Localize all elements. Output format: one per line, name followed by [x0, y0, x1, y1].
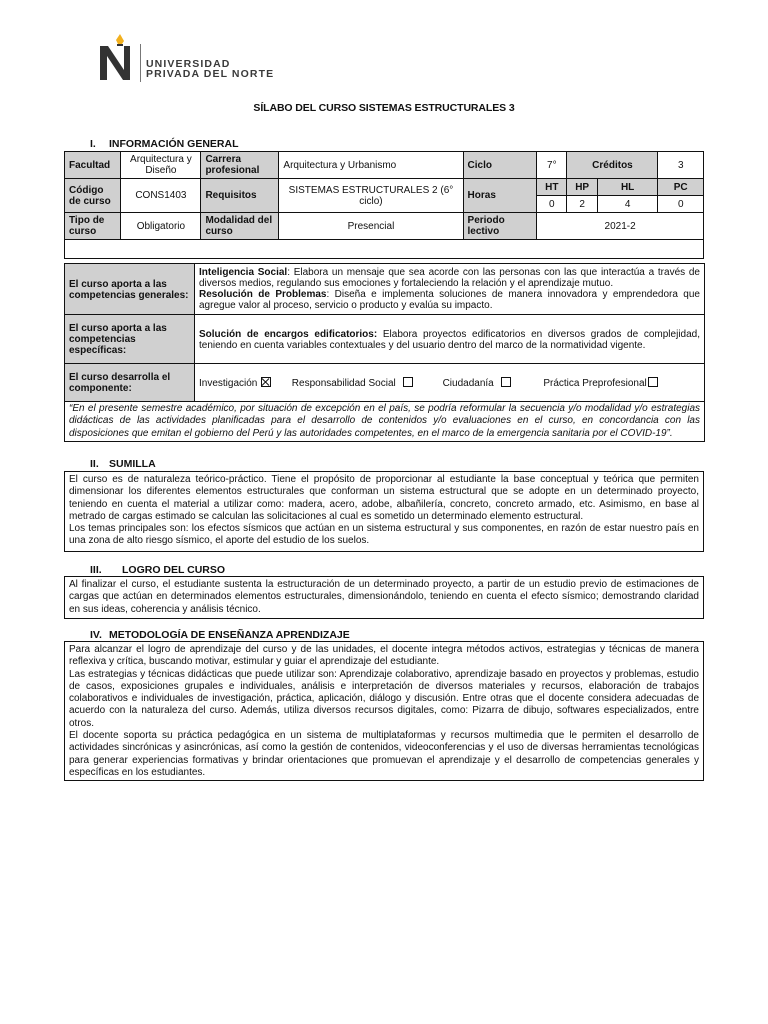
modalidad-label: Modalidad del curso [201, 213, 279, 240]
checkbox-investigacion-checked[interactable] [261, 377, 271, 387]
comp-general-1-title: Inteligencia Social [199, 267, 288, 278]
logo-divider [140, 44, 141, 82]
covid-note: “En el presente semestre académico, por situación de excepción en el país, se podría reformular la secuencia y/o modalidad y/o estrategias didácticas de las actividades planificadas para el desarrollo de contenidos y/o evaluaciones en el curso, en concordancia con las disposiciones que emitan el gobierno del Perú y las autoridades competentes, en el marco de la emergencia sanitaria por el COVID-19”. [65, 402, 705, 442]
ht-label: HT [537, 179, 567, 196]
upn-logo-icon [96, 32, 140, 84]
section-2-title: SUMILLA [109, 458, 156, 470]
codigo-value: CONS1403 [121, 179, 201, 213]
section-4-number: IV. [90, 629, 102, 641]
general-info-table [64, 151, 704, 259]
section-1-number: I. [90, 138, 96, 150]
sumilla-paragraph-2: Los temas principales son: los efectos sísmicos que actúan en un sistema estructural y sus componentes, en razón de estar nuestro país en una zona de alto riesgo sísmico, el aporte del estudio de los suelos. [69, 523, 699, 547]
comp-specific-label: El curso aporta a las competencias específicas: [65, 315, 195, 364]
checkbox-ciudadania[interactable] [501, 377, 511, 387]
section-2-heading [90, 458, 156, 470]
periodo-value: 2021-2 [537, 213, 704, 240]
logro-box [64, 576, 704, 619]
hl-label: HL [597, 179, 658, 196]
horas-label: Horas [463, 179, 537, 213]
carrera-label: Carrera profesional [201, 152, 279, 179]
periodo-label: Periodo lectivo [463, 213, 537, 240]
comp-general-text [195, 264, 705, 315]
ht-value: 0 [537, 196, 567, 213]
facultad-label: Facultad [65, 152, 121, 179]
componente-label: El curso desarrolla el componente: [65, 364, 195, 402]
codigo-label: Código de curso [65, 179, 121, 213]
comp-general-2-title: Resolución de Problemas [199, 289, 327, 300]
requisitos-value: SISTEMAS ESTRUCTURALES 2 (6° ciclo) [279, 179, 463, 213]
componente-ciudadania: Ciudadanía [443, 377, 541, 389]
metodologia-paragraph-3: El docente soporta su práctica pedagógica en un sistema de multiplataformas y recursos multimedia que le permiten el desarrollo de actividades sincrónicas y asincrónicas, así como la gestión de contenidos, videoconferencias y el uso de diversas herramientas tecnológicas para generar experiencias formativas y brindar orientaciones que promuevan el aprendizaje y el desarrollo de competencias generales y específicas en los estudiantes. [69, 730, 699, 778]
section-2-number: II. [90, 458, 99, 470]
creditos-value: 3 [658, 152, 704, 179]
facultad-value: Arquitectura y Diseño [121, 152, 201, 179]
section-1-heading [90, 138, 239, 150]
comp-general-1-text: : Elabora un mensaje que sea acorde con las personas con las que interactúa a través de diversos medios, regulando sus emociones y fortaleciendo la relación y el aprendizaje mutuo. [199, 267, 700, 289]
section-3-heading [90, 564, 225, 576]
pc-value: 0 [658, 196, 704, 213]
modalidad-value: Presencial [279, 213, 463, 240]
checkbox-practica-preprofesional[interactable] [648, 377, 658, 387]
comp-general-2-text: : Diseña e implementa soluciones de manera innovadora y emprendedora que agregue valor al proceso, servicio o producto y evalúa su impacto. [199, 289, 700, 311]
comp-general-label: El curso aporta a las competencias generales: [65, 264, 195, 315]
sumilla-paragraph-1: El curso es de naturaleza teórico-práctico. Tiene el propósito de proporcionar al estudiante la base conceptual y teórica que permiten dimensionar los diferentes elementos estructurales que conforman un sistema estructural que se adopte en un determinado proyecto, teniendo en cuenta el material a utilizar como: madera, acero, adobe, albañilería, concreto, concreto armado, etc. Asimismo, en base al metrado de cargas estimado se calculan las solicitaciones al cual es sometido un determinado elemento estructural. [69, 474, 699, 522]
metodologia-paragraph-1: Para alcanzar el logro de aprendizaje del curso y de las unidades, el docente integra métodos activos, estrategias y técnicas de manera reflexiva y crítica, buscando motivar, estimular y guiar el aprendizaje del estudiante. [69, 644, 699, 668]
tipo-label: Tipo de curso [65, 213, 121, 240]
section-4-title: METODOLOGÍA DE ENSEÑANZA APRENDIZAJE [109, 629, 350, 641]
pc-label: PC [658, 179, 704, 196]
ciclo-label: Ciclo [463, 152, 537, 179]
logro-text: Al finalizar el curso, el estudiante sustenta la estructuración de un determinado proyecto, a partir de un estudio previo de estimaciones de cargas que actúan en determinados elementos estructurales, dimensionándolo, teniendo en cuenta el efecto sísmico; demostrando claridad en sus ideas, coherencia y análisis técnico. [69, 579, 699, 615]
metodologia-box [64, 641, 704, 781]
section-1-title: INFORMACIÓN GENERAL [109, 138, 239, 150]
metodologia-paragraph-2: Las estrategias y técnicas didácticas que puede utilizar son: Aprendizaje colaborativo, aprendizaje basado en proyectos y problemas, estudio de casos, exposiciones grupales e individuales, análisis e interpretación de diversos materiales y recursos, elaboración de trabajos colaborativos e individuales de investigación, práctica, aplicación, diálogo y discusión. Entre otras que el docente considera adecuadas de acuerdo con la naturaleza del curso. Además, utiliza diversos recursos digitales, como: Pizarra de dibujo, softwares especializados, entre otros. [69, 668, 699, 729]
section-3-number: III. [90, 564, 102, 576]
tipo-value: Obligatorio [121, 213, 201, 240]
ciclo-value: 7° [537, 152, 567, 179]
comp-specific-title: Solución de encargos edificatorios: [199, 328, 378, 340]
competencies-table [64, 263, 705, 442]
document-title: SÍLABO DEL CURSO SISTEMAS ESTRUCTURALES 3 [253, 102, 515, 114]
componente-responsabilidad: Responsabilidad Social [292, 377, 440, 389]
spacer-row [65, 240, 704, 259]
checkbox-responsabilidad-social[interactable] [403, 377, 413, 387]
sumilla-box [64, 471, 704, 552]
comp-specific-text [195, 315, 705, 364]
section-3-title: LOGRO DEL CURSO [122, 564, 226, 576]
carrera-value: Arquitectura y Urbanismo [279, 152, 463, 179]
comp-specific-body: Elabora proyectos edificatorios en diversos grados de complejidad, teniendo en cuenta variables contextuales y del usuario dentro del marco de la normatividad vigente. [199, 328, 701, 351]
logo-line-2: PRIVADA DEL NORTE [146, 68, 275, 80]
componente-options [195, 364, 705, 402]
componente-investigacion: Investigación [199, 377, 289, 389]
componente-practica: Práctica Preprofesional [543, 377, 657, 389]
hp-label: HP [567, 179, 597, 196]
creditos-label: Créditos [567, 152, 658, 179]
logo-wordmark [146, 59, 274, 79]
requisitos-label: Requisitos [201, 179, 279, 213]
hp-value: 2 [567, 196, 597, 213]
logo-line-1: UNIVERSIDAD [146, 58, 231, 70]
university-logo [96, 32, 276, 84]
section-4-heading [90, 629, 350, 641]
hl-value: 4 [597, 196, 658, 213]
